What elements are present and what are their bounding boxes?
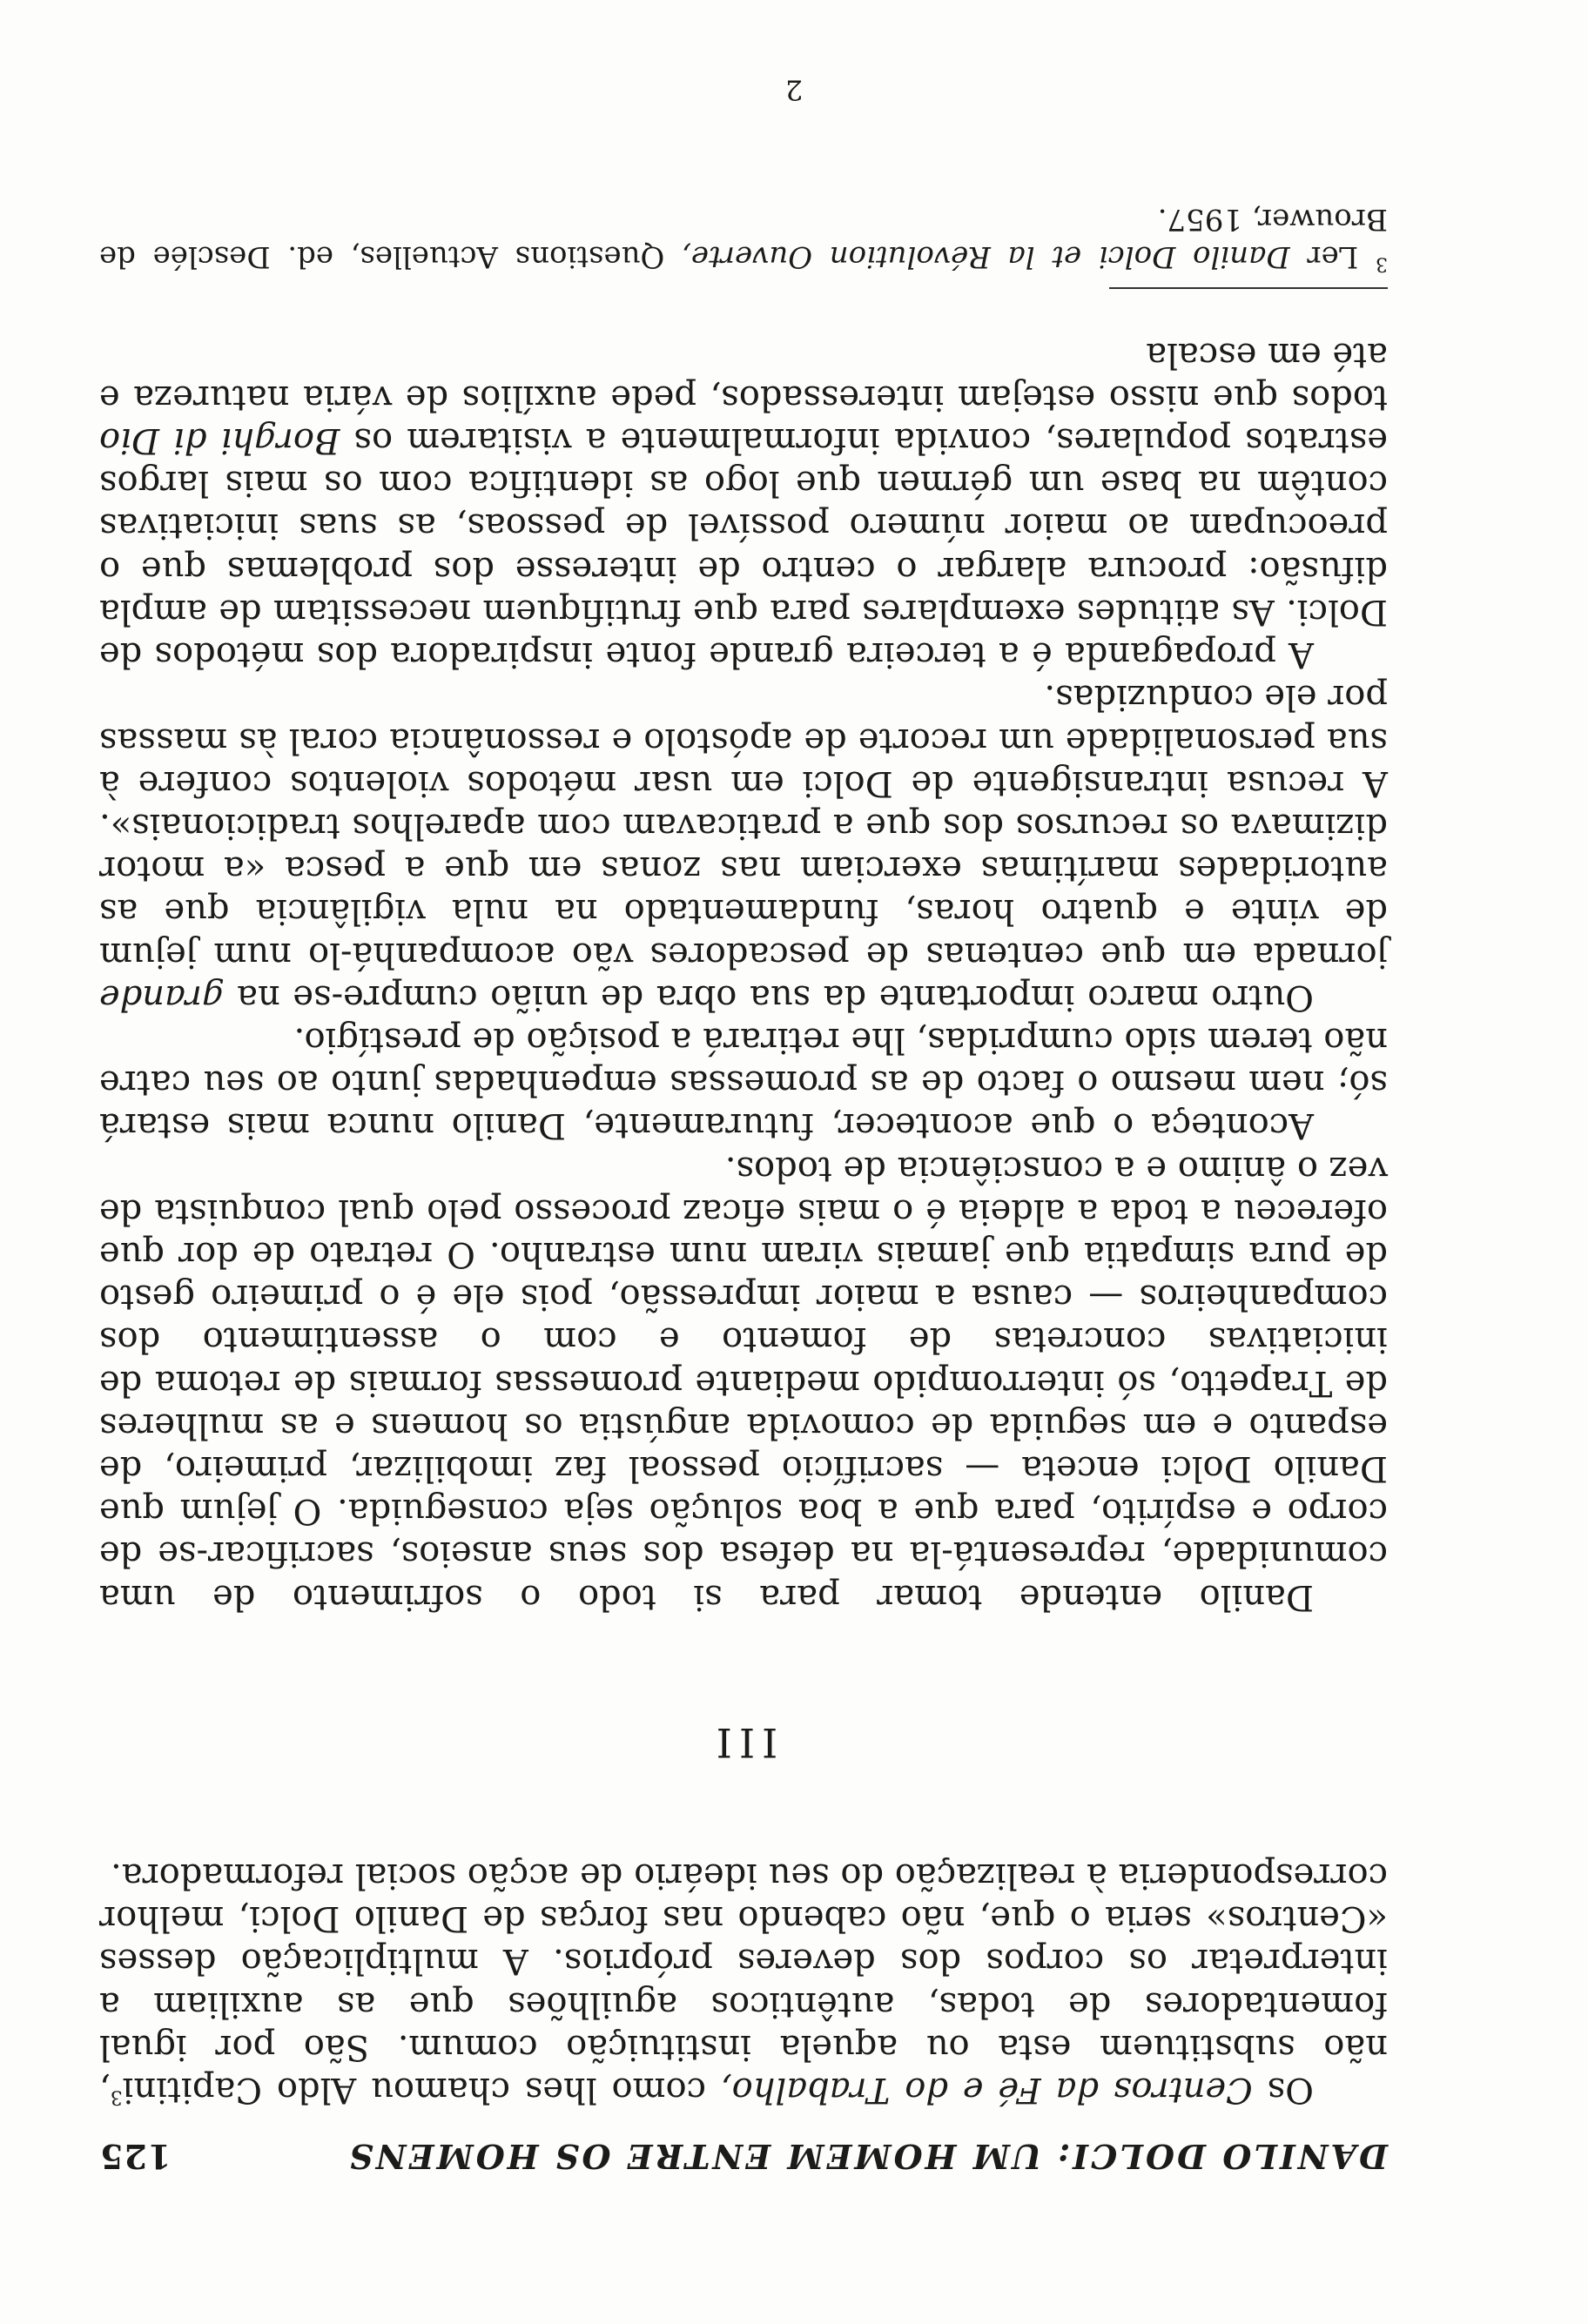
paragraph-jejum: Danilo entende tomar para si todo o sofrimento de uma comunidade, representá-la na defesa dos seus anseios, sacrificar-se de corpo e espírito, para que a boa solução seja conseguida. O jejum que Danilo Dolci enceta — sacrifício pessoal faz imobilizar, primeiro, de espanto e em seguida de comovida angústia os homens e as mulheres de Trapetto, só interrompido mediante promessas formais de retoma de iniciativas concretas de fomento e com o assentimento dos companheiros — causa a maior impressão, pois ele é o primeiro gesto de pura simpatia que jamais viram num estranho. O retrato de dor que ofereceu a toda a aldeia é o mais eficaz processo pelo qual conquista de vez o ânimo e a consciência de todos. (99, 1148, 1388, 1617)
italic-word: grande (99, 977, 225, 1018)
body-text (99, 200, 1388, 2111)
paragraph-text: Os (1252, 2070, 1314, 2110)
page-number: 125 (99, 2137, 172, 2176)
footnote-book-title: Danilo Dolci et la Révolution Ouverte, (682, 239, 1290, 275)
running-header (99, 2137, 1388, 2176)
paragraph-text: Outro marco importante da sua obra de união cumpre-se na (224, 977, 1314, 1018)
paragraph-text: A propaganda é a terceira grande fonte inspiradora dos métodos de Dolci. As atitudes exemplares para que frutifiquem necessitam de ampla difusão: procura alargar o centro de interesse dos problemas que o preocupam ao maior número possível de pessoas, as suas iniciativas contêm na base um gérmen que logo as identifica com os mais largos estratos populares, convida informalmente a visitarem os (99, 420, 1388, 675)
footnote-text: Questions Actuelles, ed. Desclée de Brouwer, 1957. (99, 202, 1388, 275)
italic-place: Borghi di Dio (99, 420, 340, 461)
footnote-divider (1109, 287, 1388, 289)
footnote-text: Ler (1289, 239, 1376, 275)
paragraph-text: jornada em que centenas de pescadores vão acompanhá-lo num jejum de vinte e quatro horas, fundamentado na nula vigilância que as autoridades marítimas exerciam nas zonas em que a pesca «a motor dizimava os recursos dos que a praticavam com aparelhos tradicionais». A recusa intransigente de Dolci em usar métodos violentos confere à sua personalidade um recorte de apóstolo e ressonância coral às massas por ele conduzidas. (99, 677, 1388, 975)
section-heading: III (709, 1718, 778, 1766)
paragraph-text: , não substituem esta ou aquela instituição comum. São por igual fomentadores de todas, autênticos aguilhões que as auxiliam a interpretar os corpos dos deveres próprios. A multiplicação desses «Centros» seria o que, não cabendo nas forças de Danilo Dolci, melhor corresponderia à realização do seu ideário de acção social reformadora. (99, 1855, 1388, 2110)
paragraph-text: todos que nisso estejam interessados, pede auxílios de vária natureza e até em escala (99, 334, 1388, 418)
paragraph-propaganda (99, 332, 1388, 675)
paragraph-outro-marco (99, 675, 1388, 1018)
footnote-marker: 3 (1376, 252, 1388, 275)
italic-title: Centros da Fé e do Trabalho, (720, 2070, 1253, 2110)
running-title: DANILO DOLCI: UM HOMEM ENTRE OS HOMENS (347, 2137, 1388, 2176)
paragraph-centros (99, 1854, 1388, 2111)
paragraph-aconteca: Aconteça o que acontecer, futuramente, Danilo nunca mais estará só; nem mesmo o facto de as promessas empenhadas junto ao seu catre não terem sido cumpridas, lhe retirará a posição de prestígio. (99, 1019, 1388, 1146)
footnote (99, 200, 1388, 275)
footnote-ref: 3 (110, 2086, 123, 2108)
paragraph-text: como lhes chamou Aldo Capitini (122, 2070, 721, 2110)
printer-folio: 2 (784, 73, 804, 106)
